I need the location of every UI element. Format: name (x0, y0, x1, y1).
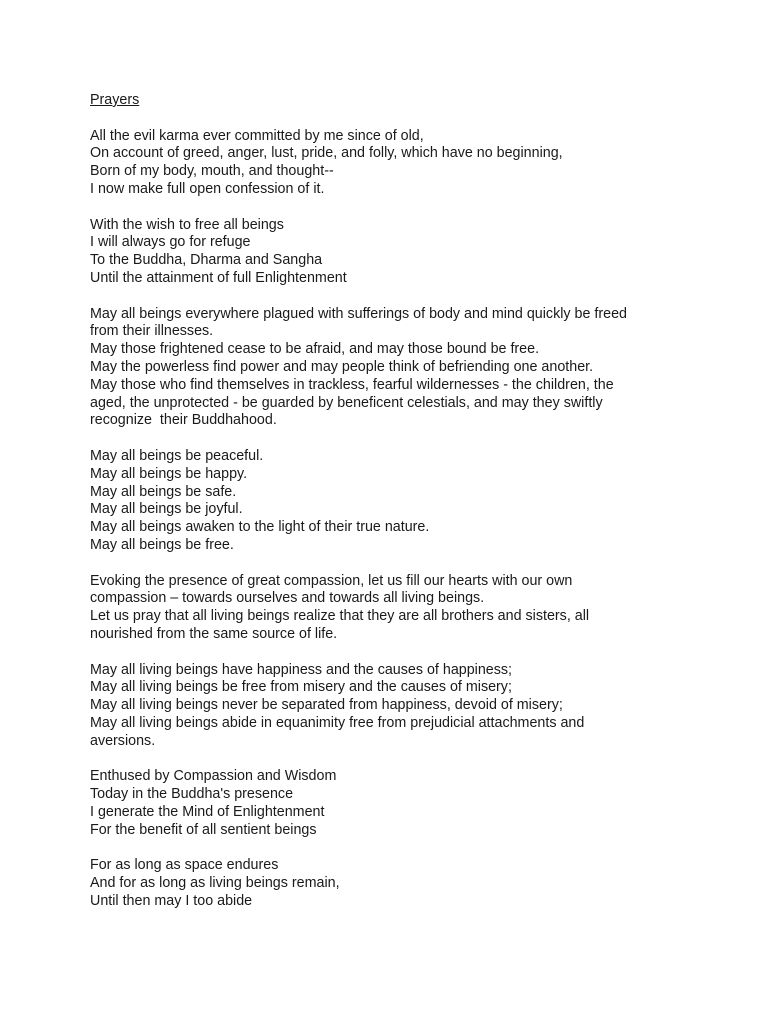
text-line: Today in the Buddha's presence (90, 786, 294, 803)
text-line: I now make full open confession of it. (90, 180, 325, 197)
text-line: Until then may I too abide (90, 892, 253, 909)
text-line: May all living beings be free from misery and the causes of misery; (90, 679, 512, 696)
text-line: recognize their Buddhahood. (90, 412, 277, 429)
text-line: May all beings everywhere plagued with sufferings of body and mind quickly be freed (90, 305, 627, 322)
text-line: Until the attainment of full Enlightenment (90, 269, 347, 286)
text-line: May those frightened cease to be afraid, and may those bound be free. (90, 341, 540, 358)
stanza (90, 662, 690, 751)
stanza-list (90, 128, 690, 911)
text-line: May all beings be free. (90, 536, 234, 553)
text-line: Let us pray that all living beings realize that they are all brothers and sisters, all (90, 608, 590, 625)
text-line: Born of my body, mouth, and thought-- (90, 163, 334, 180)
stanza (90, 306, 690, 431)
stanza (90, 857, 690, 910)
text-line: May all living beings abide in equanimity free from prejudicial attachments and (90, 714, 585, 731)
text-line: I will always go for refuge (90, 234, 251, 251)
text-line: from their illnesses. (90, 323, 214, 340)
text-line: On account of greed, anger, lust, pride, and folly, which have no beginning, (90, 145, 563, 162)
stanza (90, 128, 690, 199)
text-line: nourished from the same source of life. (90, 625, 338, 642)
text-line: Enthused by Compassion and Wisdom (90, 768, 337, 785)
document-title: Prayers (90, 92, 140, 108)
text-line: May the powerless find power and may people think of befriending one another. (90, 358, 594, 375)
text-line: compassion – towards ourselves and towards all living beings. (90, 590, 485, 607)
stanza (90, 768, 690, 839)
text-line: With the wish to free all beings (90, 216, 284, 233)
text-line: And for as long as living beings remain, (90, 875, 340, 892)
text-line: May all beings be happy. (90, 465, 248, 482)
stanza (90, 573, 690, 644)
text-line: For as long as space endures (90, 857, 279, 874)
text-line: May all beings be safe. (90, 483, 237, 500)
text-line: To the Buddha, Dharma and Sangha (90, 252, 323, 269)
text-line: For the benefit of all sentient beings (90, 821, 317, 838)
text-line: May all beings awaken to the light of their true nature. (90, 519, 430, 536)
text-line: All the evil karma ever committed by me since of old, (90, 127, 424, 144)
document-body (90, 92, 690, 928)
text-line: May all beings be peaceful. (90, 447, 264, 464)
text-line: May those who find themselves in trackless, fearful wildernesses - the children, the (90, 376, 614, 393)
stanza (90, 448, 690, 555)
text-line: May all beings be joyful. (90, 501, 243, 518)
text-line: May all living beings never be separated from happiness, devoid of misery; (90, 697, 563, 714)
text-line: aversions. (90, 732, 156, 749)
stanza (90, 217, 690, 288)
text-line: I generate the Mind of Enlightenment (90, 803, 325, 820)
text-line: Evoking the presence of great compassion, let us fill our hearts with our own (90, 572, 573, 589)
text-line: aged, the unprotected - be guarded by beneficent celestials, and may they swiftly (90, 394, 603, 411)
text-line: May all living beings have happiness and the causes of happiness; (90, 661, 513, 678)
